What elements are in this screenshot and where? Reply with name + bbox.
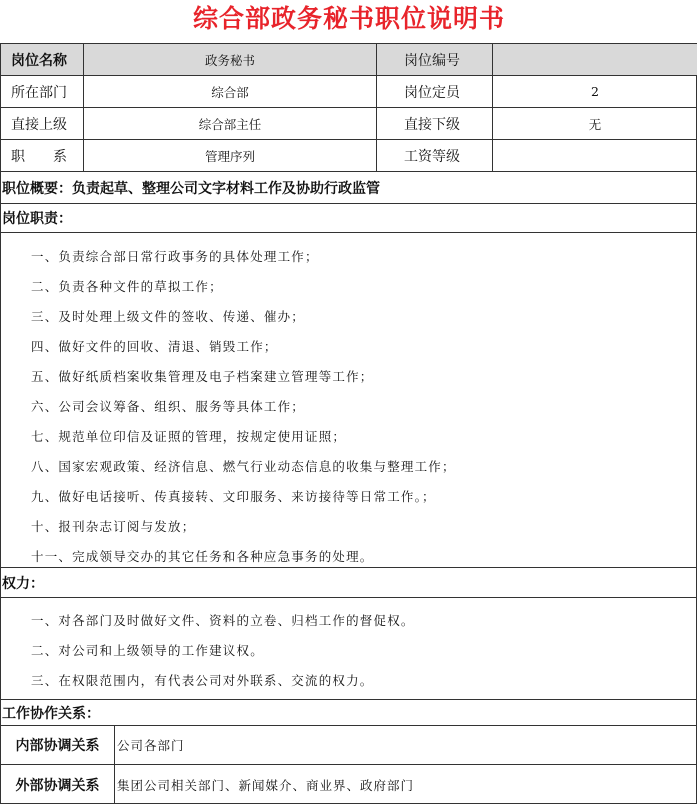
external-coordination-label: 外部协调关系 (0, 764, 114, 804)
salary-grade-value (492, 139, 697, 171)
salary-grade-label: 工资等级 (376, 139, 492, 171)
duties-list (0, 232, 697, 567)
list-item: 一、对各部门及时做好文件、资料的立卷、归档工作的督促权。 (31, 613, 415, 628)
duties-heading: 岗位职责： (0, 203, 697, 232)
position-name-label: 岗位名称 (0, 43, 83, 75)
direct-subordinate-label: 直接下级 (376, 107, 492, 139)
list-item: 一、负责综合部日常行政事务的具体处理工作； (31, 249, 319, 264)
list-item: 二、对公司和上级领导的工作建议权。 (31, 643, 264, 658)
list-item: 三、及时处理上级文件的签收、传递、催办； (31, 309, 306, 324)
list-item: 四、做好文件的回收、清退、销毁工作； (31, 339, 278, 354)
department-value: 综合部 (83, 75, 376, 107)
job-description-table (0, 43, 697, 804)
job-overview: 职位概要：负责起草、整理公司文字材料工作及协助行政监管 (0, 171, 697, 203)
list-item: 三、在权限范围内，有代表公司对外联系、交流的权力。 (31, 673, 374, 688)
coordination-heading: 工作协作关系： (0, 699, 697, 725)
direct-superior-label: 直接上级 (0, 107, 83, 139)
list-item: 十一、完成领导交办的其它任务和各种应急事务的处理。 (31, 549, 374, 564)
department-label: 所在部门 (0, 75, 83, 107)
position-number-value (492, 43, 697, 75)
list-item: 六、公司会议筹备、组织、服务等具体工作； (31, 399, 306, 414)
job-family-label: 职 系 (0, 139, 83, 171)
direct-subordinate-value: 无 (492, 107, 697, 139)
list-item: 九、做好电话接听、传真接转、文印服务、来访接待等日常工作。； (31, 489, 436, 504)
powers-list (0, 597, 697, 699)
external-coordination-value: 集团公司相关部门、新闻媒介、商业界、政府部门 (114, 764, 697, 804)
list-item: 二、负责各种文件的草拟工作； (31, 279, 223, 294)
direct-superior-value: 综合部主任 (83, 107, 376, 139)
list-item: 十、报刊杂志订阅与发放； (31, 519, 196, 534)
job-family-value: 管理序列 (83, 139, 376, 171)
headcount-value: 2 (492, 75, 697, 107)
internal-coordination-label: 内部协调关系 (0, 725, 114, 764)
position-name-value: 政务秘书 (83, 43, 376, 75)
document-title: 综合部政务秘书职位说明书 (192, 4, 505, 33)
internal-coordination-value: 公司各部门 (114, 725, 697, 764)
list-item: 八、国家宏观政策、经济信息、燃气行业动态信息的收集与整理工作； (31, 459, 456, 474)
powers-heading: 权力： (0, 567, 697, 597)
position-number-label: 岗位编号 (376, 43, 492, 75)
list-item: 七、规范单位印信及证照的管理，按规定使用证照； (31, 429, 347, 444)
list-item: 五、做好纸质档案收集管理及电子档案建立管理等工作； (31, 369, 374, 384)
headcount-label: 岗位定员 (376, 75, 492, 107)
